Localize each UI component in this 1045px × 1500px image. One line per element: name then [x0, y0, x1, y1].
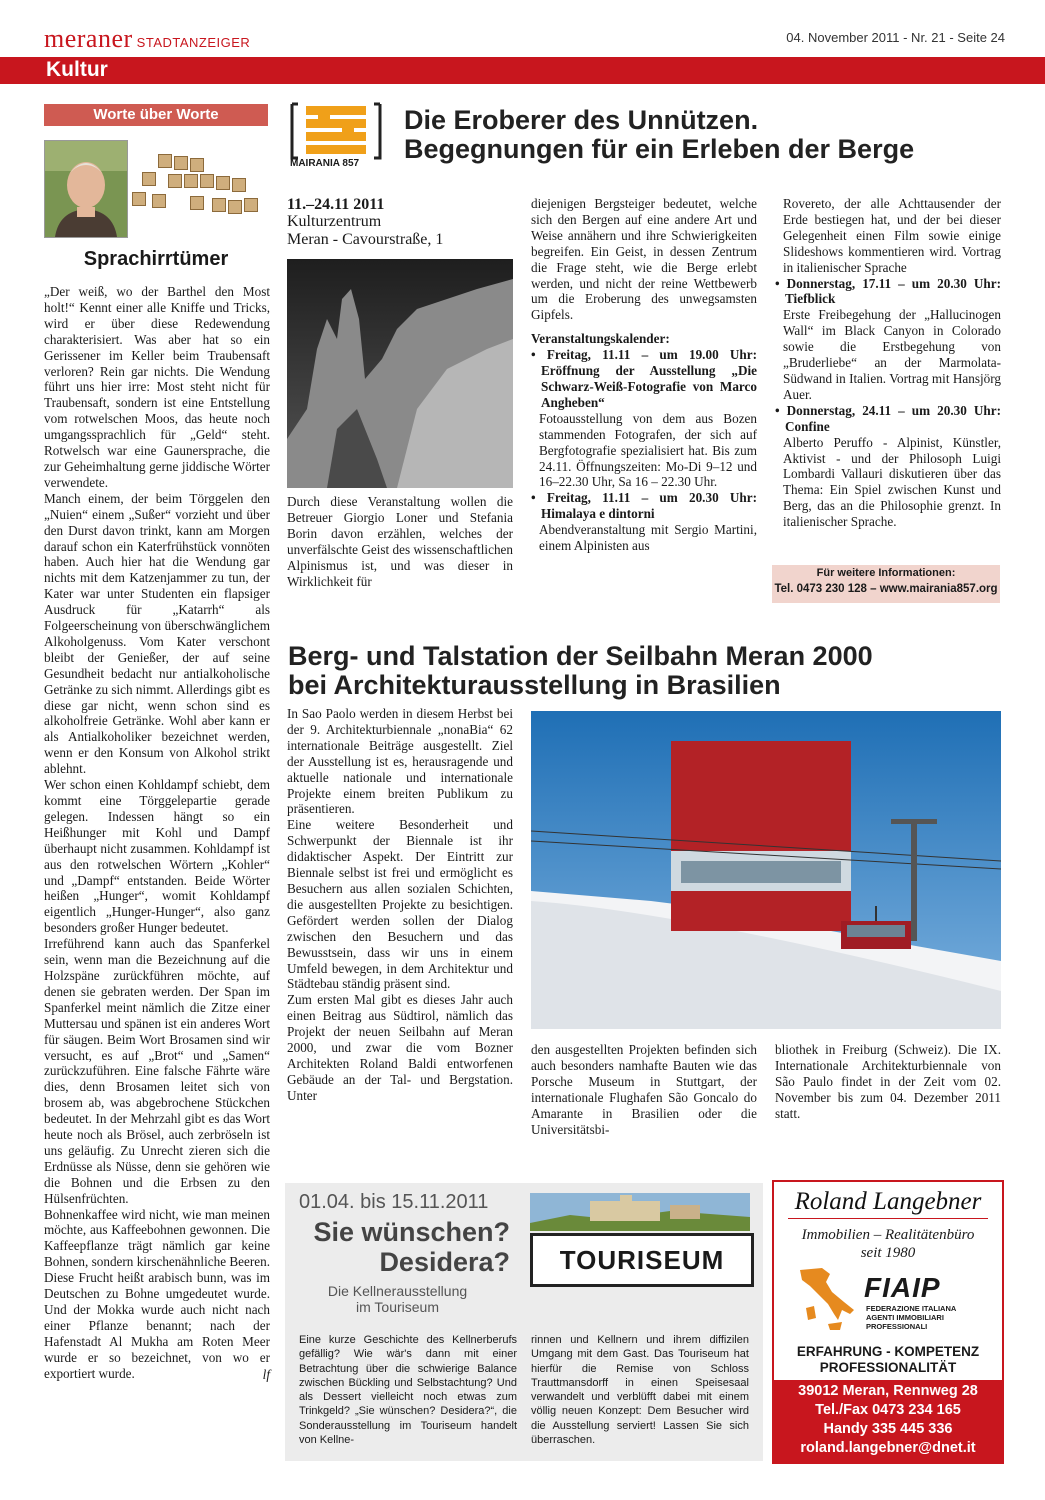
event-address: Meran - Cavourstraße, 1	[287, 231, 444, 248]
agency-desc	[774, 1226, 1002, 1262]
article1-paragraph: Durch diese Veranstaltung wollen die Betreuer Giorgio Loner und Stefania Borin davon erzählen, welches der unverfälschte Geist des wissenschaftlichen Alpinismus ist, und was dieser in Wirklichkeit für	[287, 494, 513, 589]
article1-headline-line1: Die Eroberer des Unnützen.	[404, 105, 759, 135]
touriseum-castle-image	[530, 1193, 750, 1231]
divider	[788, 1218, 988, 1219]
sidebar-paragraph: „Der weiß, wo der Barthel den Most holt!“ Kennt einer alle Kniffe und Tricks, wird er über diese Redewendung charakterisiert. Was aber hat so ein Gerissener im Keller beim Traubensaft verloren? Rein gar nichts. Die Wendung führt uns hier irre: Most steht nicht für Traubensaft, sondern ist eine Entstellung vom rotwelschen Moos, das heute noch umgangssprachlich für „Geld“ steht. Rotwelsch war eine Gaunersprache, die zur Geheimhaltung gerne jiddische Wörter verwendete.	[44, 284, 270, 490]
article2-paragraph: Eine weitere Besonderheit und Schwerpunkt der Biennale ist ihr didaktischer Aspekt. Der Eintritt zur Biennale selbst ist frei und ermöglicht es Besuchern aus allen sozialen Schichten, die ausgestellten Projekte zu besichtigen. Gefördert werden sollen der Dialog zwischen den Besuchern und das Bewusstsein, dass wir uns in einem Umfeld bewegen, in dem Architektur und Städtebau ständig präsent sind.	[287, 817, 513, 992]
ad-subtitle	[285, 1283, 510, 1315]
slogan-line1: ERFAHRUNG - KOMPETENZ	[796, 1344, 980, 1359]
tile	[216, 176, 230, 190]
sidebar-paragraph: Manch einem, der beim Törggelen den „Nuien“ einem „Sußer“ vorzieht und über den Durst davon trinkt, kann am Morgen darauf schon ein Katerfrühstück vonnöten haben. Auch hier hat die Wendung gar nichts mit dem Katzenjammer zu tun, der Kater war unter Studenten ein flapsiger Ausdruck für „Katarrh“ als Folgeerscheinung von überschwänglichem Alkoholgenuss. Vom Kater verschont bleibt der Genießer, der auf seine Gesundheit bedacht nur antialkoholische Getränke zu sich nimmt. Allerdings gibt es diese gar nicht, wenn schon sind es alkoholfreie Getränke. Wohl aber kann er als Antialkoholiker bezeichnet werden, wenn er den Konsum von Alkohol strikt ablehnt.	[44, 490, 270, 777]
touriseum-logo: TOURISEUM	[530, 1233, 754, 1287]
ad-title	[285, 1217, 510, 1277]
ad-title-line2: Desidera?	[379, 1247, 510, 1277]
article1-paragraph: diejenigen Bergsteiger bedeutet, welche sich den Bergen auf eine andere Art und Weise annähern und ihre Schwierigkeiten begreifen. Ein Geist, in dessen Zentrum die Frage steht, wie die Berge erlebt werden, und nicht der reine Wettbewerb um die Eroberung des unwegsamsten Gipfels.	[531, 196, 757, 323]
article2-headline-line2: bei Architekturausstellung in Brasilien	[288, 670, 781, 700]
tile	[228, 200, 242, 214]
tile	[184, 174, 198, 188]
fiaip-sub-2: AGENTI IMMOBILIARI	[866, 1313, 944, 1322]
agency-desc-line1: Immobilien – Realitätenbüro	[801, 1227, 975, 1243]
touriseum-ad[interactable]	[285, 1183, 763, 1461]
scrabble-tiles-image	[128, 150, 266, 222]
article2-col2	[531, 1042, 757, 1137]
agency-desc-line2: seit 1980	[860, 1245, 916, 1261]
event-item-body: Abendveranstaltung mit Sergio Martini, einem Alpinisten aus	[539, 522, 757, 554]
sidebar-title: Sprachirrtümer	[83, 248, 229, 270]
article1-headline-line2: Begegnungen für ein Erleben der Berge	[404, 134, 915, 164]
event-dates: 11.–24.11 2011	[287, 196, 385, 213]
tile	[158, 154, 172, 168]
contact-email[interactable]: roland.langebner@dnet.it	[800, 1440, 976, 1456]
article1-col1-text	[287, 494, 513, 589]
tile	[152, 194, 166, 208]
tile	[142, 172, 156, 186]
mairania-logo-text: MAIRANIA 857	[290, 158, 360, 169]
sidebar-author: lf	[262, 1366, 270, 1382]
realestate-ad[interactable]	[772, 1180, 1004, 1464]
article1-col2	[531, 196, 757, 554]
article2-paragraph: bliothek in Freiburg (Schweiz). Die IX. Internationale Architekturbiennale von São Paulo findet in der Zeit vom 02. November bis zum 04. Dezember 2011 statt.	[775, 1042, 1001, 1121]
event-item-head: • Freitag, 11.11 – um 19.00 Uhr: Eröffnung der Ausstellung „Die Schwarz-Weiß-Fotografie von Marco Angheben“	[531, 347, 757, 410]
event-item-head: • Donnerstag, 24.11 – um 20.30 Uhr: Confine	[775, 402, 1001, 434]
ad-subtitle-line1: Die Kellnerausstellung	[327, 1283, 468, 1299]
article1-headline	[404, 106, 1014, 164]
sidebar-paragraph: Wer schon einen Kohldampf schiebt, dem kommt eine Törggelepartie gerade gelegen. Indessen hängt so ein Heißhunger mit Kohl und Dampf überhaupt nicht zusammen. Kohldampf ist aus den rotwelschen Wörtern „Kohler“ und „Dampf“ entstanden. Beide Wörter heißen „Hunger“, womit Kohldampf eigentlich „Hunger-Hunger“, also ganz besonders großer Hunger bedeutet.	[44, 777, 270, 936]
issue-date: 04. November 2011 - Nr. 21 - Seite 24	[786, 30, 1005, 45]
section-label: Kultur	[46, 58, 108, 81]
tile	[244, 198, 258, 212]
contact-block	[774, 1380, 1002, 1464]
event-venue: Kulturzentrum	[287, 213, 382, 230]
cablecar-station-photo	[531, 711, 1001, 1029]
sidebar-paragraph: Irreführend kann auch das Spanferkel sein, wenn man die Bezeichnung auf die Holzspäne zurückführen möchte, auf denen sie gebraten werden. Der Span im Spanferkel meint nämlich die Zitze einer Muttersau und spänen ist ein anderes Wort für säugen. Beim Wort Brosamen sind wir versucht, es auf „Brot“ und „Samen“ zurückzuführen. Eine falsche Fährte wäre dies, denn Brosamen leitet sich von brosem ab, was abgebrochene Stückchen bedeutet. In der Mehrzahl gibt es das Wort heute noch als Brösel, auch zerbröseln ist uns geläufig. Zu Unrecht zieren sich die Erdnüsse als Nüsse, denn sie gehören wie die Bohnen und die Erbsen zu den Hülsenfrüchten.	[44, 936, 270, 1206]
tile	[212, 198, 226, 212]
slogan	[774, 1344, 1002, 1376]
ad-dates: 01.04. bis 15.11.2011	[299, 1191, 489, 1213]
info-box-contact[interactable]: Tel. 0473 230 128 – www.mairania857.org	[774, 583, 998, 595]
article2-headline-line1: Berg- und Talstation der Seilbahn Meran 2000	[288, 641, 873, 671]
fiaip-subtitle	[866, 1304, 956, 1331]
slogan-line2: PROFESSIONALITÄT	[819, 1360, 957, 1375]
mairania-logo	[288, 100, 384, 172]
event-head-text: Donnerstag, 17.11 – um 20.30 Uhr: Tiefblick	[785, 275, 1001, 307]
tile	[132, 192, 146, 206]
tile	[190, 158, 204, 172]
event-item-body: Alberto Peruffo - Alpinist, Künstler, Aktivist - und der Philosoph Luigi Lombardi Vallauri diskutieren über das Thema: Ein Spiel zwischen Kunst und Berg, das an die Philosophie grenzt. In italienischer Sprache.	[783, 434, 1001, 530]
tile	[168, 174, 182, 188]
article1-paragraph: Rovereto, der alle Achttausender der Erde bestiegen hat, und der bei dieser Gelegenheit einen Film sowie einige Slideshows kommentieren wird. Vortrag in italienischer Sprache	[783, 196, 1001, 275]
fiaip-sub-3: PROFESSIONALI	[866, 1322, 928, 1331]
event-item-body: Erste Freibegehung der „Hallucinogen Wall“ im Black Canyon in Colorado sowie die Erstbegehung von „Bruderliebe“ an der Marmolata-Südwand in Italien. Vortrag mit Hansjörg Auer.	[783, 307, 1001, 402]
brand-sub: STADTANZEIGER	[136, 35, 251, 50]
article1-col1	[287, 196, 513, 249]
sidebar-paragraph: Bohnenkaffee wird nicht, wie man meinen möchte, aus Kaffeebohnen gewonnen. Die Kaffeepflanze trägt nämlich gar keine Bohnen, sondern kirschenähnliche Beeren. Diese Frucht heißt arabisch bunn, was im Deutschen zu Bohne umgedeutet wurde. Und der Mokka wurde auch nicht nach einer Pflanze benannt; nach der Hafenstadt Al Mukha am Roten Meer wurde er so bezeichnet, von wo er exportiert wurde.	[44, 1206, 270, 1381]
section-bar	[0, 57, 1045, 84]
masthead-brand	[44, 24, 250, 54]
event-item-head: • Freitag, 11.11 – um 20.30 Uhr: Himalaya e dintorni	[531, 490, 757, 522]
agent-name: Roland Langebner	[794, 1188, 982, 1215]
event-head-text: Freitag, 11.11 – um 20.30 Uhr: Himalaya e dintorni	[541, 490, 757, 522]
ad-text-left: Eine kurze Geschichte des Kellnerberufs gefällig? Wie wär's dann mit einer Betrachtung über die schwierige Balance zwischen Bückling und Selbstachtung? Und als Dessert vielleicht noch etwas zum Trinkgeld? „Sie wünschen? Desidera?“, die Sonderausstellung im Touriseum handelt von Kellne-	[299, 1334, 517, 1447]
contact-mobile[interactable]: Handy 335 445 336	[823, 1421, 953, 1437]
ad-subtitle-line2: im Touriseum	[356, 1299, 439, 1315]
article2-col3	[775, 1042, 1001, 1122]
event-head-text: Donnerstag, 24.11 – um 20.30 Uhr: Confine	[785, 402, 1001, 434]
event-item-body: Fotoausstellung von dem aus Bozen stammenden Fotografen, der sich auf Bergfotografie spezialisiert hat. Bis zum 24.11. Öffnungszeiten: Mo-Di 9–12 und 16–22.30 Uhr, Sa 16 – 22.30 Uhr.	[539, 410, 757, 490]
article2-paragraph: In Sao Paolo werden in diesem Herbst bei der 9. Architekturbiennale „nonaBia“ 62 internationale Beiträge ausgestellt. Ziel der Ausstellung ist es, herausragende und aktuelle nationale und internationale Projekte einem breiten Publikum zu präsentieren.	[287, 706, 513, 817]
contact-address: 39012 Meran, Rennweg 28	[798, 1383, 978, 1399]
article1-col3	[775, 196, 1001, 530]
event-head-text: Freitag, 11.11 – um 19.00 Uhr: Eröffnung der Ausstellung „Die Schwarz-Weiß-Fotografie von Marco Angheben“	[541, 347, 757, 410]
event-item-head: • Donnerstag, 17.11 – um 20.30 Uhr: Tiefblick	[775, 275, 1001, 307]
sidebar-text	[44, 284, 270, 1382]
article2-col1	[287, 706, 513, 1104]
contact-tel[interactable]: Tel./Fax 0473 234 165	[815, 1402, 961, 1418]
tile	[200, 174, 214, 188]
sidebar-header: Worte über Worte	[44, 104, 268, 126]
ad-text-right: rinnen und Kellnern und ihrem diffizilen Umgang mit dem Gast. Das Touriseum hat hierfür die Remise von Schloss Trauttmansdorff in einen Speisesaal verwandelt und verblüfft dabei mit einem völlig neuen Konzept: Dem Besucher wird die Ausstellung serviert! Lassen Sie sich überraschen.	[531, 1334, 749, 1447]
italy-map-icon	[792, 1264, 862, 1334]
tile	[232, 178, 246, 192]
article2-paragraph: den ausgestellten Projekten befinden sich auch besonders namhafte Bauten wie das Porsche Museum in Stuttgart, der internationale Flughafen São Goncalo do Amarante in Brasilien oder die Universitätsbi-	[531, 1042, 757, 1137]
calendar-title: Veranstaltungskalender:	[531, 331, 670, 347]
article2-paragraph: Zum ersten Mal gibt es dieses Jahr auch einen Beitrag aus Südtirol, nämlich das Projekt der neuen Seilbahn auf Meran 2000, und zwar die vom Bozner Architekten Roland Baldi entworfenen Gebäude an der Tal- und Bergstation. Unter	[287, 992, 513, 1103]
info-box	[772, 565, 1000, 603]
brand-name: meraner	[44, 24, 133, 53]
author-photo	[44, 140, 128, 238]
mountain-photo	[287, 259, 513, 488]
info-box-title: Für weitere Informationen:	[816, 567, 956, 579]
ad-title-line1: Sie wünschen?	[313, 1217, 510, 1247]
fiaip-logo: FIAIP	[864, 1272, 941, 1303]
fiaip-sub-1: FEDERAZIONE ITALIANA	[866, 1304, 957, 1313]
tile	[190, 196, 204, 210]
article2-headline	[288, 642, 1008, 700]
tile	[174, 156, 188, 170]
